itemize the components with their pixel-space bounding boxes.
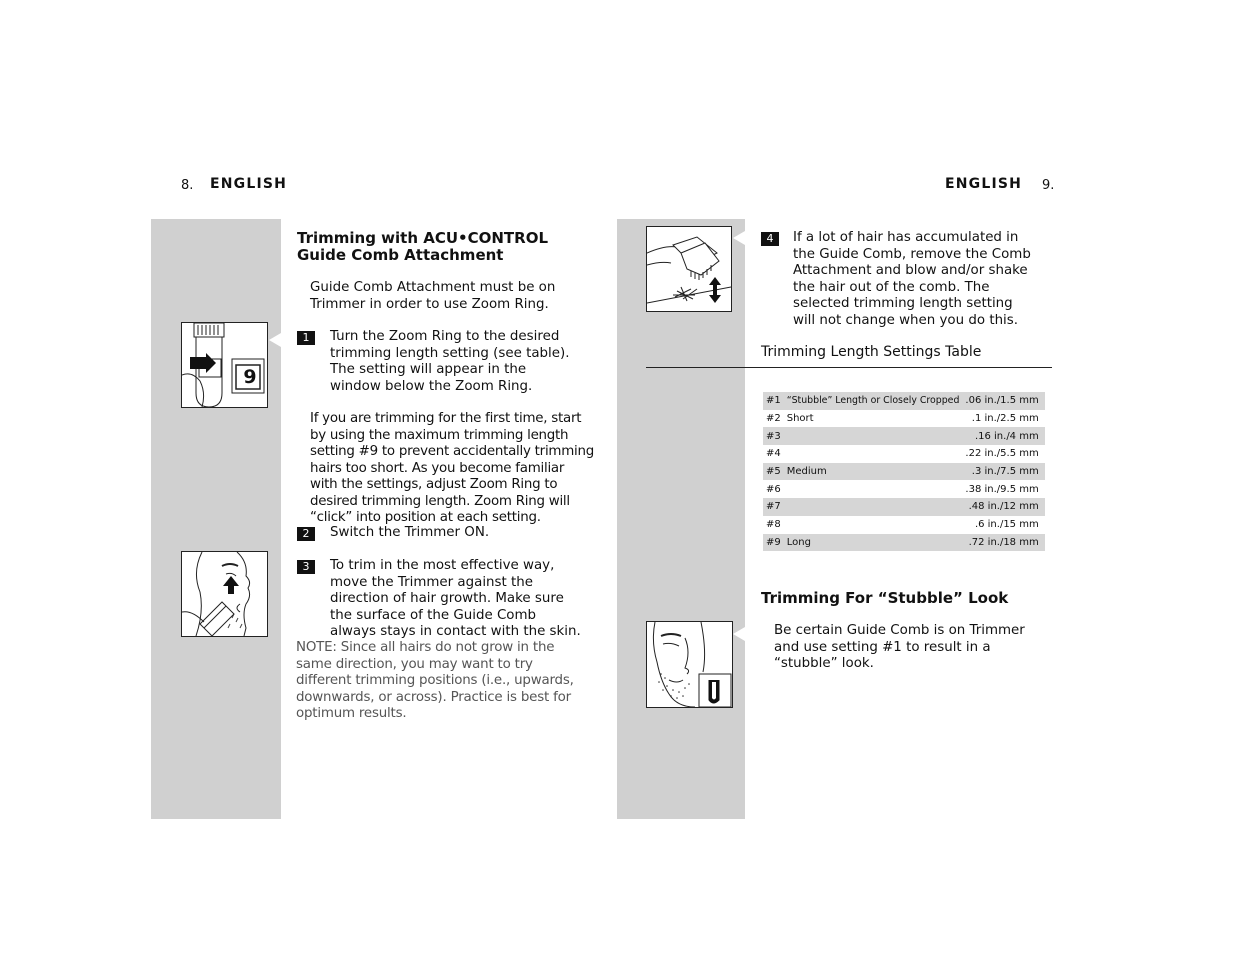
length-cell: .48 in./12 mm [962, 498, 1044, 516]
left-gray-margin [151, 219, 281, 819]
label-cell: “Stubble” Length or Closely Cropped [784, 392, 963, 410]
callout-pointer-2 [733, 231, 745, 245]
intro-paragraph: Guide Comb Attachment must be on Trimmer in order to use Zoom Ring. [310, 280, 556, 312]
setting-cell: #4 [766, 448, 781, 460]
table-row [763, 410, 1045, 428]
table-title-rule [646, 367, 1052, 368]
remove-comb-illustration [646, 226, 732, 312]
setting-cell: #3 [763, 427, 784, 445]
label-cell: Long [784, 534, 963, 552]
label-cell: Short [786, 413, 814, 425]
step-1-badge: 1 [297, 331, 315, 345]
first-time-paragraph: If you are trimming for the first time, start by using the maximum trimming length setting #9 to prevent accidentally trimming hairs too short. As you become familiar with the settings, adjust Zoom Ring to desired trimming length. Zoom Ring will “click” into position at each setting. [310, 411, 594, 525]
table-title: Trimming Length Settings Table [761, 344, 982, 360]
setting-cell: #1 [763, 392, 784, 410]
stubble-face-illustration [646, 621, 733, 708]
setting-cell: #6 [766, 483, 781, 495]
stubble-text: Be certain Guide Comb is on Trimmer and use setting #1 to result in a “stubble” look. [774, 623, 1025, 671]
length-cell: .22 in./5.5 mm [965, 448, 1039, 460]
right-language-header: ENGLISH [945, 176, 1023, 192]
window-digit: 9 [243, 366, 257, 388]
step-4-text: If a lot of hair has accumulated in the Guide Comb, remove the Comb Attachment and blow and/or shake the hair out of the comb. The selected trimming length setting will not change when you do this. [793, 230, 1031, 328]
step-1-text: Turn the Zoom Ring to the desired trimming length setting (see table). The setting will appear in the window below the Zoom Ring. [330, 329, 570, 394]
setting-cell: #5 [763, 463, 784, 481]
step-2-badge: 2 [297, 527, 315, 541]
setting-cell: #9 [763, 534, 784, 552]
table-row [763, 427, 1045, 445]
right-page-number: 9. [1042, 178, 1055, 193]
note-paragraph: NOTE: Since all hairs do not grow in the same direction, you may want to try different trimming positions (i.e., upwards, downwards, or across). Practice is best for optimum results. [296, 640, 574, 721]
callout-pointer [269, 333, 281, 347]
setting-cell: #7 [763, 498, 784, 516]
zoom-ring-illustration [181, 322, 268, 408]
length-cell: .38 in./9.5 mm [965, 483, 1039, 495]
length-cell: .3 in./7.5 mm [962, 463, 1044, 481]
label-cell [784, 516, 963, 534]
length-cell: .6 in./15 mm [974, 519, 1039, 531]
table-row [763, 516, 1045, 534]
trimming-face-illustration [181, 551, 268, 637]
step-4-badge: 4 [761, 232, 779, 246]
trimming-length-table [763, 392, 1045, 551]
callout-pointer-3 [733, 627, 745, 641]
setting-cell: #8 [766, 519, 781, 531]
stubble-section-title: Trimming For “Stubble” Look [761, 589, 1009, 607]
label-cell: Medium [784, 463, 963, 481]
table-row [763, 480, 1045, 498]
length-cell: .06 in./1.5 mm [962, 392, 1044, 410]
left-page-number: 8. [181, 178, 194, 193]
label-cell [784, 480, 963, 498]
length-cell: .1 in./2.5 mm [971, 413, 1039, 425]
step-2-text: Switch the Trimmer ON. [330, 525, 490, 540]
section-title-line1: Trimming with ACU•CONTROL [297, 229, 549, 247]
table-row [763, 392, 1045, 410]
table-row [763, 498, 1045, 516]
length-cell: .16 in./4 mm [962, 427, 1044, 445]
left-language-header: ENGLISH [210, 176, 288, 192]
step-3-badge: 3 [297, 560, 315, 574]
setting-cell: #2 [766, 413, 781, 425]
table-row [763, 534, 1045, 552]
section-title-acu-control [297, 230, 597, 264]
table-row [763, 445, 1045, 463]
length-cell: .72 in./18 mm [962, 534, 1044, 552]
label-cell [784, 498, 963, 516]
label-cell [784, 427, 963, 445]
label-cell [784, 445, 963, 463]
section-title-line2: Guide Comb Attachment [297, 246, 504, 264]
step-3-text: To trim in the most effective way, move the Trimmer against the direction of hair growth. Make sure the surface of the Guide Comb always stays in contact with the skin. [330, 558, 581, 639]
table-row [763, 463, 1045, 481]
